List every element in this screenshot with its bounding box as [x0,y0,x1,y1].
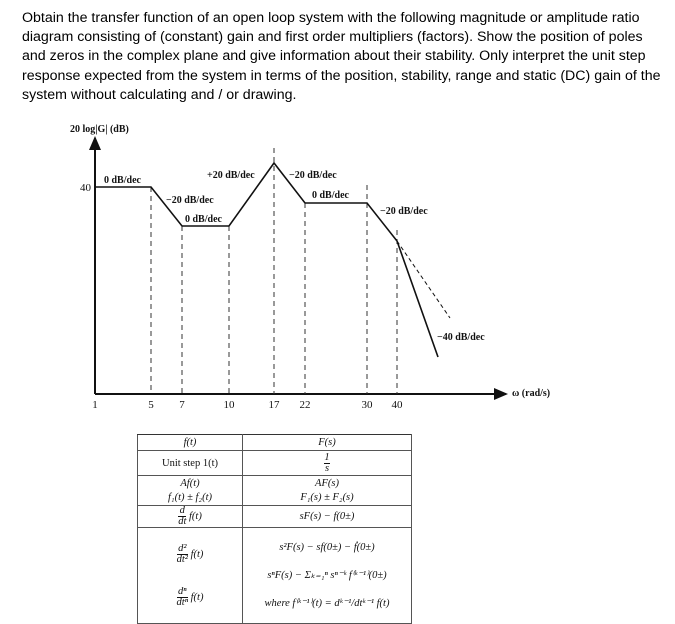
asymptote-curve [95,163,438,357]
af-F: AF(s) [315,477,339,489]
x-tick-label: 17 [268,399,280,411]
x-tick-label: 40 [391,399,403,411]
asymptote-extension [397,241,450,318]
where-note: where f⁽ᵏ⁻¹⁾(t) = dᵏ⁻¹/dtᵏ⁻¹ f(t) [264,597,390,609]
dn-den: dtⁿ [176,596,189,608]
dn-f: f(t) [190,591,204,603]
frac-num: 1 [324,451,330,463]
af: Af(t) [180,477,200,489]
x-tick-label: 1 [92,399,98,411]
slope-label: 0 dB/dec [185,214,222,225]
question-text: Obtain the transfer function of an open loop system with the following magnitude or amplitude ratio diagram consisting of (constant) gain and first order multipliers (factors). Show the position of poles and zeros in the complex plane and give information about their stability. Only interpret the unit step response expected from the system in terms of the position, stability, range and static (DC) gain of the system without calculating and / or drawing. [22,10,661,103]
dn-F: sⁿF(s) − Σₖ₌₁ⁿ sⁿ⁻ᵏ f⁽ᵏ⁻¹⁾(0±) [267,569,387,581]
sum: f₁(t) ± f₂(t) [168,491,212,503]
d2-num: d² [178,542,187,554]
x-tick-label: 30 [361,399,373,411]
slope-label: −20 dB/dec [289,170,337,181]
slope-label: −20 dB/dec [380,206,428,217]
laplace-table [137,434,412,624]
slope-label: −40 dB/dec [437,332,485,343]
slope-label: 0 dB/dec [312,190,349,201]
d2-den: dt² [176,553,188,565]
slope-label: +20 dB/dec [207,170,255,181]
header-ft: f(t) [138,435,243,451]
d-f: f(t) [188,510,202,522]
d-F: sF(s) − f(0±) [243,506,412,528]
sum-F: F₁(s) ± F₂(s) [300,491,354,503]
frac-den: s [324,462,330,474]
y-tick-label: 40 [80,182,91,194]
d-num: d [179,505,185,516]
x-tick-label: 7 [179,399,185,411]
x-tick-label: 22 [299,399,311,411]
x-tick-label: 10 [223,399,235,411]
d2-F: s²F(s) − sf(0±) − ḟ(0±) [279,541,375,553]
unit-step: Unit step 1(t) [138,451,243,476]
d2-f: f(t) [190,548,204,560]
x-axis-label: ω (rad/s) [512,388,551,399]
dn-num: dⁿ [177,585,187,597]
slope-label: −20 dB/dec [166,195,214,206]
header-Fs: F(s) [243,435,412,451]
x-tick-label: 5 [148,399,154,411]
d-den: dt [178,516,187,527]
y-axis-label: 20 log|G| (dB) [70,124,129,135]
slope-label: 0 dB/dec [104,175,141,186]
